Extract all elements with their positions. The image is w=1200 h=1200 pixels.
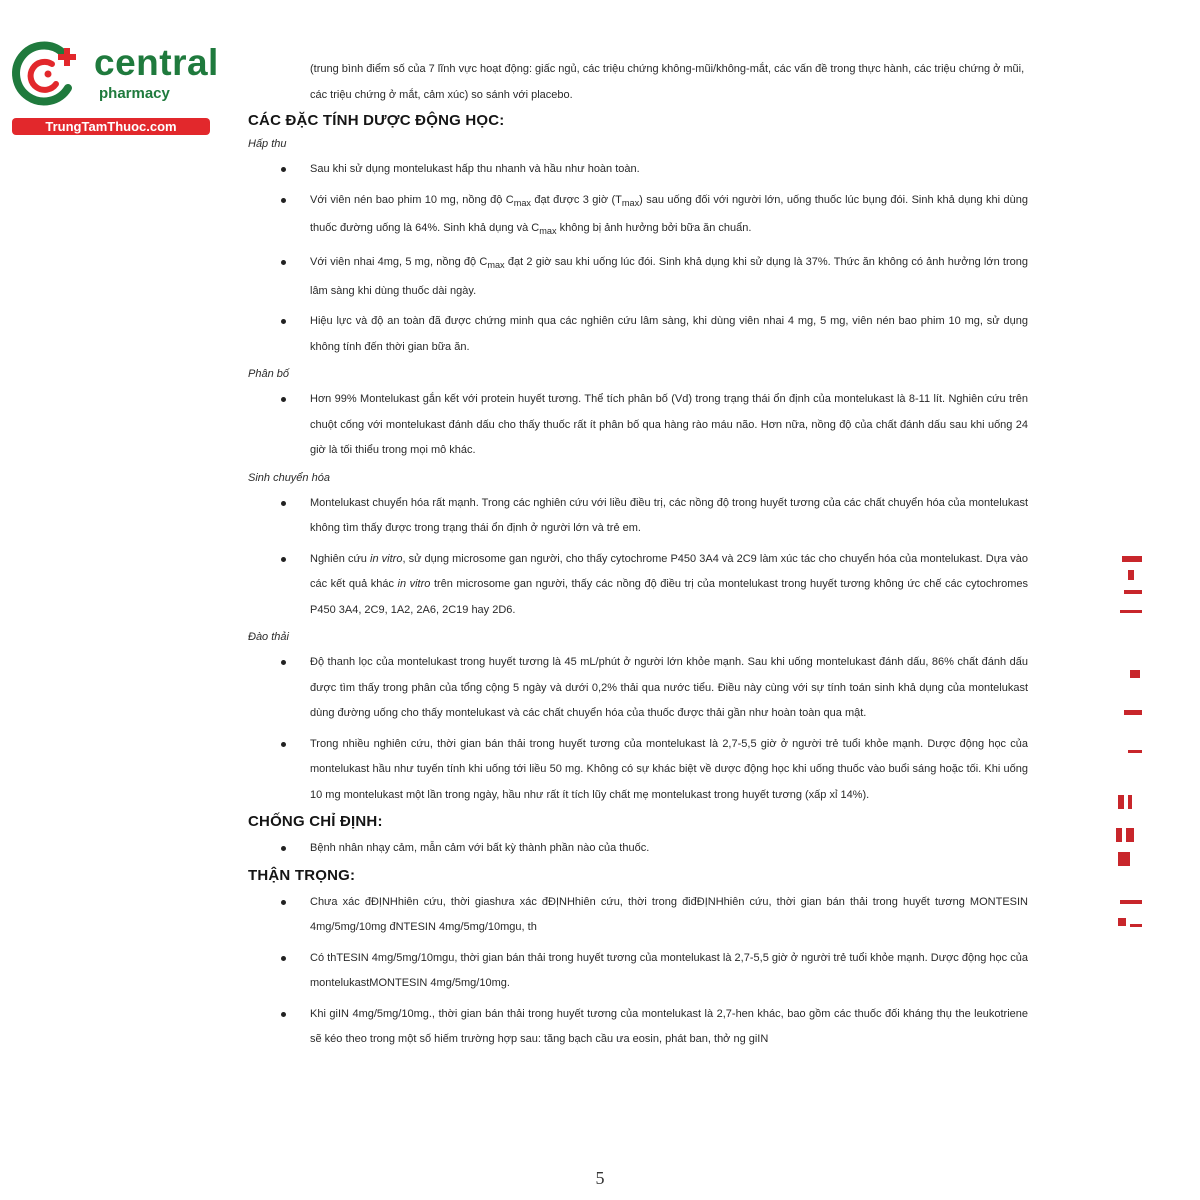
bullet-icon <box>281 1012 286 1017</box>
bullet-icon <box>281 660 286 665</box>
lead-paragraph: (trung bình điểm số của 7 lĩnh vực hoạt động: giấc ngủ, các triệu chứng không-mũi/không-mắt, các vấn đề trong thực hành, các triệu chứng ở mũi, các triệu chứng ở mắt, cảm xúc) so sánh với placebo. <box>310 63 1025 101</box>
list-item <box>248 387 1028 464</box>
item-text: Chưa xác đĐỊNHhiên cứu, thời giashưa xác đĐỊNHhiên cứu, thời trong điđĐỊNHhiên cứu, thời gian bán thải trong huyết tương MONTESIN 4mg/5mg/10mg đNTESIN 4mg/5mg/10mgu, th <box>310 895 1028 934</box>
subscript: max <box>539 226 557 237</box>
caution-heading: THẬN TRỌNG: <box>248 866 356 884</box>
list-item <box>248 732 1028 809</box>
item-text-part: ) sau uống đối với người lớn, uống thuốc lúc bụng đói. Sinh khả dụng khi dùng thuốc đường uống là 64%. Sinh khả dụng và C <box>310 193 1028 235</box>
item-text-part: , sử dụng microsome gan người, cho thấy cytochrome P450 3A4 và 2C9 làm xúc tác cho chuyển hóa của montelukast. Dựa vào các kết quả khác <box>310 552 1028 591</box>
bullet-icon <box>281 260 286 265</box>
italic-term: in vitro <box>370 552 403 565</box>
item-text: Bệnh nhân nhạy cảm, mẫn cảm với bất kỳ thành phần nào của thuốc. <box>310 842 650 855</box>
bullet-icon <box>281 397 286 402</box>
caution-list <box>248 890 1028 1053</box>
item-text-part: Với viên nén bao phim 10 mg, nồng độ C <box>310 193 514 206</box>
metabolism-list <box>248 491 1028 624</box>
item-text: Sau khi sử dụng montelukast hấp thu nhanh và hầu như hoàn toàn. <box>310 163 640 175</box>
item-text: Montelukast chuyển hóa rất mạnh. Trong các nghiên cứu với liều điều trị, các nồng độ trong huyết tương của các chất chuyển hóa của montelukast không tìm thấy được trong trạng thái ổn định ở người lớn và trẻ em. <box>310 496 1028 535</box>
list-item <box>248 946 1028 997</box>
pk-heading: CÁC ĐẶC TÍNH DƯỢC ĐỘNG HỌC: <box>248 112 505 129</box>
logo-sub-text: pharmacy <box>99 85 170 102</box>
page-number: 5 <box>595 1168 605 1188</box>
item-text: Khi giIN 4mg/5mg/10mg., thời gian bán thải trong huyết tương của montelukast là 2,7-hen khác, bao gồm các thuốc đối kháng thụ the leukotriene sẽ kéo theo trong một số hiếm trường hợp sau: tăng bạch cầu ưa eosin, phát ban, thở ng giIN <box>310 1007 1028 1046</box>
bullet-icon <box>281 501 286 506</box>
item-text-part: không bị ảnh hưởng bởi bữa ăn chuẩn. <box>556 222 752 235</box>
bullet-icon <box>281 167 286 172</box>
elimination-list <box>248 650 1028 808</box>
contra-heading: CHỐNG CHỈ ĐỊNH: <box>248 813 383 831</box>
metabolism-title: Sinh chuyển hóa <box>248 471 330 484</box>
absorption-title: Hấp thu <box>248 138 287 150</box>
list-item <box>248 836 1028 862</box>
list-item <box>248 1002 1028 1053</box>
subscript: max <box>487 260 505 271</box>
logo-brand-text: central <box>94 42 219 83</box>
bullet-icon <box>281 319 286 324</box>
list-item <box>248 157 1028 183</box>
item-text: Trong nhiều nghiên cứu, thời gian bán thải trong huyết tương của montelukast là 2,7-5,5 giờ ở người trẻ tuổi khỏe mạnh. Dược động học của montelukast hầu như tuyến tính khi uống tới liều 50 mg. Không có sự khác biệt về dược động học khi uống thuốc vào buổi sáng hoặc tối. Khi uống 10 mg montelukast một lần trong ngày, hầu như rất ít tích lũy chất mẹ montelukast trong huyết tương (xấp xỉ 14%). <box>310 737 1028 801</box>
list-item <box>248 309 1028 360</box>
bullet-icon <box>281 742 286 747</box>
list-item <box>248 890 1028 941</box>
list-item <box>248 491 1028 542</box>
bullet-icon <box>281 846 286 851</box>
absorption-list <box>248 157 1028 360</box>
item-text: Độ thanh lọc của montelukast trong huyết tương là 45 mL/phút ở người lớn khỏe mạnh. Sau khi uống montelukast đánh dấu, 86% chất đánh dấu được tìm thấy trong phân của tổng cộng 5 ngày và dưới 0,2% thải qua nước tiểu. Điều này cùng với sự tính toán sinh khả dụng của montelukast dùng đường uống cho thấy montelukast và các chất chuyển hóa của thuốc được thải gần như hoàn toàn qua mật. <box>310 656 1028 720</box>
list-item <box>248 188 1028 245</box>
bullet-icon <box>281 956 286 961</box>
central-pharmacy-logo[interactable] <box>10 36 219 136</box>
logo-site-badge: TrungTamThuoc.com <box>12 118 210 135</box>
bullet-icon <box>281 900 286 905</box>
bullet-icon <box>281 198 286 203</box>
contra-list <box>248 836 1028 862</box>
elimination-title: Đào thải <box>248 631 289 644</box>
item-text-part: đạt được 3 giờ (T <box>531 193 622 206</box>
item-text: Hơn 99% Montelukast gắn kết với protein huyết tương. Thể tích phân bố (Vd) trong trạng thái ổn định của montelukast là 8-11 lít. Nghiên cứu trên chuột cống với montelukast đánh dấu cho thấy thuốc rất ít phân bố qua hàng rào máu não. Hơn nữa, nồng độ của chất đánh dấu sau khi uống 24 giờ là tối thiểu trong mọi mô khác. <box>310 393 1028 457</box>
item-text-part: trên microsome gan người, thấy các nồng độ điều trị của montelukast trong huyết tương không ức chế các cytochromes P450 3A4, 2C9, 1A2, 2A6, 2C19 hay 2D6. <box>310 578 1028 616</box>
central-logo-icon <box>10 38 92 114</box>
distribution-title: Phân bố <box>248 368 289 381</box>
document-content <box>248 56 1028 1058</box>
subscript: max <box>621 197 640 208</box>
item-text: Hiệu lực và độ an toàn đã được chứng minh qua các nghiên cứu lâm sàng, khi dùng viên nhai 4 mg, 5 mg, viên nén bao phim 10 mg, sử dụng không tính đến thời gian bữa ăn. <box>310 315 1028 353</box>
item-text-part: Nghiên cứu <box>310 552 371 565</box>
list-item <box>248 650 1028 727</box>
bullet-icon <box>281 557 286 562</box>
item-text-part: Với viên nhai 4mg, 5 mg, nồng độ C <box>310 255 488 268</box>
list-item <box>248 250 1028 304</box>
item-text: Có thTESIN 4mg/5mg/10mgu, thời gian bán thải trong huyết tương của montelukast là 2,7-5,5 giờ ở người trẻ tuổi khỏe mạnh. Dược động học của montelukastMONTESIN 4mg/5mg/10mg. <box>310 951 1028 990</box>
item-text-part: đạt 2 giờ sau khi uống lúc đói. Sinh khả dụng khi sử dụng là 37%. Thức ăn không có ảnh hưởng lớn trong lâm sàng khi dùng thuốc dài ngày. <box>310 255 1028 297</box>
list-item <box>248 547 1028 624</box>
stamp-fragment-icon <box>1110 550 1142 950</box>
distribution-list <box>248 387 1028 464</box>
subscript: max <box>513 197 531 208</box>
italic-term: in vitro <box>397 578 431 591</box>
